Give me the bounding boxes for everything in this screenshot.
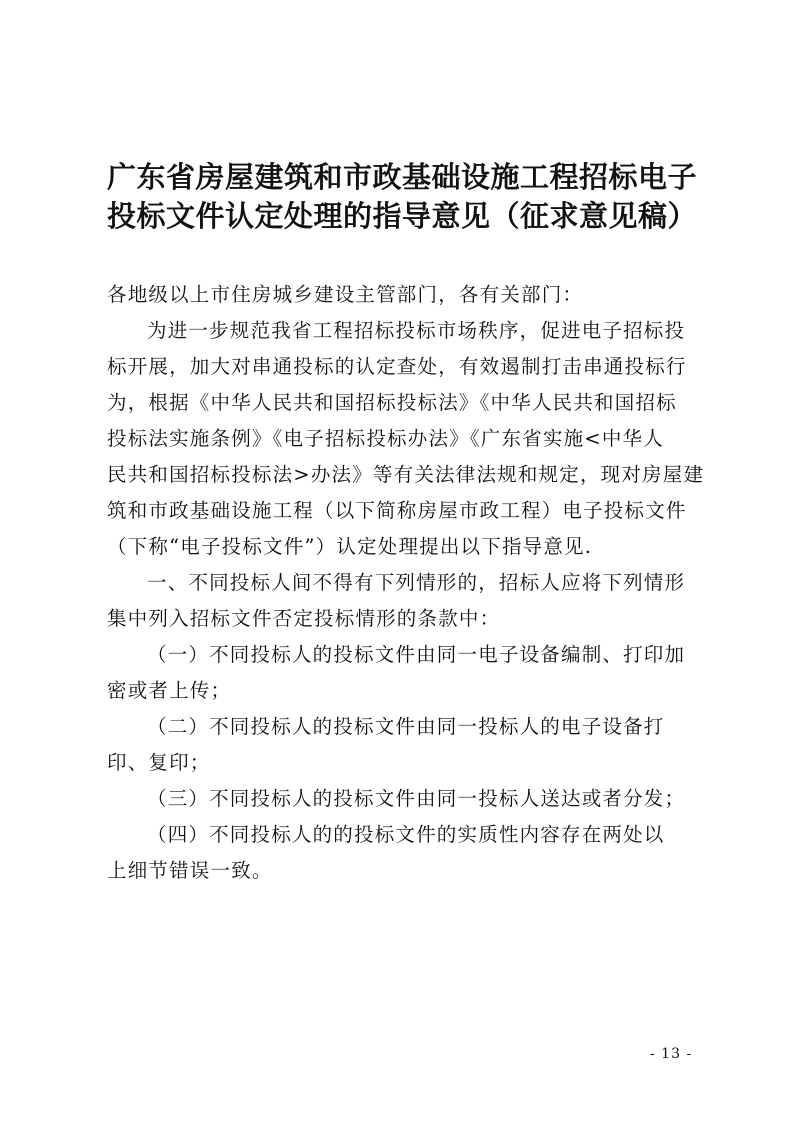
title-line-2: 投标文件认定处理的指导意见（征求意见稿） — [107, 199, 698, 233]
salutation: 各地级以上市住房城乡建设主管部门，各有关部门： — [107, 283, 584, 306]
list-item-2-line: 印、复印； — [107, 751, 211, 774]
list-item-3-line: （三）不同投标人的投标文件由同一投标人送达或者分发； — [147, 787, 686, 810]
body-line: 民共和国招标投标法>办法》等有关法律法规和规定，现对房屋建 — [107, 463, 705, 486]
body-line: 筑和市政基础设施工程（以下简称房屋市政工程）电子投标文件 — [107, 499, 687, 522]
body-line: 投标法实施条例》《电子招标投标办法》《广东省实施<中华人 — [107, 427, 664, 450]
page-number: - 13 - — [650, 1046, 693, 1062]
body-line: 为，根据《中华人民共和国招标投标法》《中华人民共和国招标 — [107, 391, 677, 414]
list-item-4-line: 上细节错误一致。 — [107, 859, 273, 882]
body-line: （下称“电子投标文件”）认定处理提出以下指导意见. — [107, 535, 593, 558]
section-heading-line: 一、不同投标人间不得有下列情形的，招标人应将下列情形 — [147, 571, 686, 594]
body-line: 标开展，加大对串通投标的认定查处，有效遏制打击串通投标行 — [107, 355, 687, 378]
list-item-2-line: （二）不同投标人的投标文件由同一投标人的电子设备打 — [147, 715, 665, 738]
body-line: 为进一步规范我省工程招标投标市场秩序，促进电子招标投 — [147, 319, 686, 342]
body-line: 集中列入招标文件否定投标情形的条款中： — [107, 607, 501, 630]
list-item-1-line: 密或者上传； — [107, 679, 232, 702]
title-line-1: 广东省房屋建筑和市政基础设施工程招标电子 — [107, 160, 698, 194]
list-item-1-line: （一）不同投标人的投标文件由同一电子设备编制、打印加 — [147, 643, 686, 666]
list-item-4-line: （四）不同投标人的的投标文件的实质性内容存在两处以 — [147, 823, 665, 846]
